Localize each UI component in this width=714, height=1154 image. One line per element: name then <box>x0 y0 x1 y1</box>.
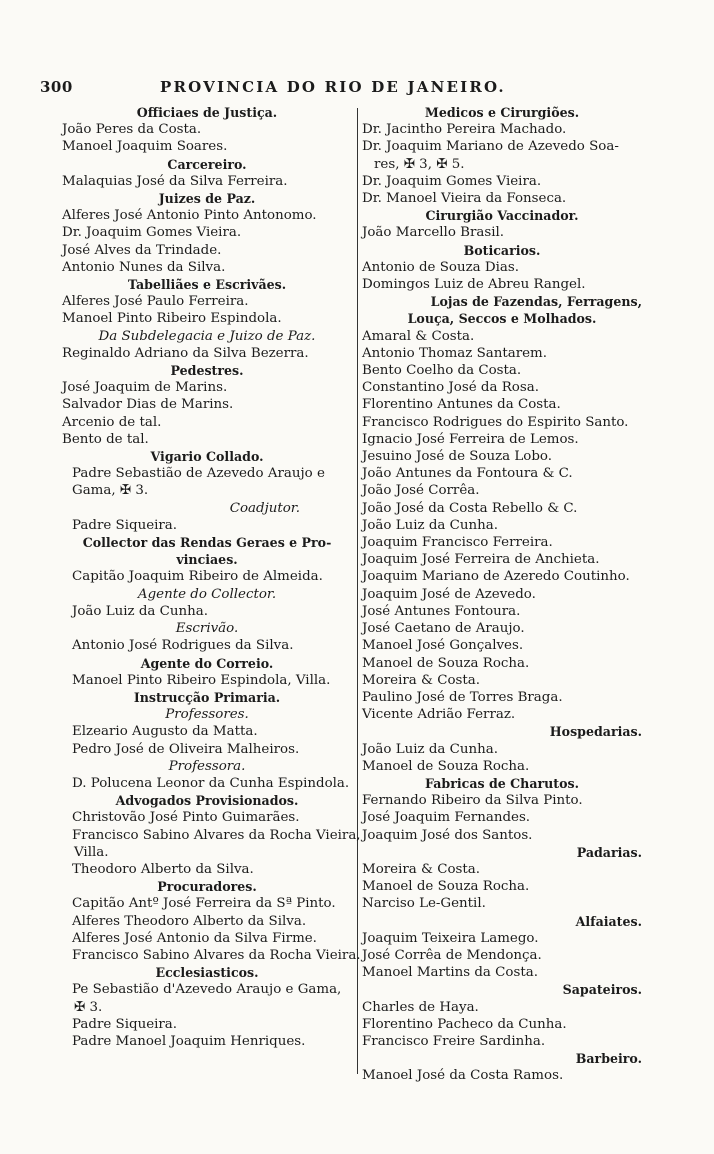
list-item: João José Corrêa. <box>362 483 480 499</box>
list-item: Manoel de Souza Rocha. <box>362 879 530 895</box>
list-item: Manoel Martins da Costa. <box>362 965 538 981</box>
section-heading: Boticarios. <box>463 242 541 258</box>
list-item: res, ✠ 3, ✠ 5. <box>374 156 465 172</box>
section-heading: Padarias. <box>576 844 642 860</box>
list-item: Dr. Joaquim Gomes Vieira. <box>62 225 242 241</box>
list-item: Francisco Freire Sardinha. <box>362 1033 546 1049</box>
list-item: Francisco Sabino Alvares da Rocha Vieira. <box>72 947 361 963</box>
list-item: Gama, ✠ 3. <box>72 483 149 499</box>
section-heading: Instrucção Primaria. <box>133 689 281 705</box>
list-item: Joaquim Mariano de Azeredo Coutinho. <box>362 569 630 585</box>
section-heading: Officiaes de Justiça. <box>136 105 278 120</box>
list-item: Manoel José Gonçalves. <box>362 638 524 654</box>
section-heading: Agente do Correio. <box>140 655 274 671</box>
list-item: Amaral & Costa. <box>362 328 475 344</box>
list-item: Reginaldo Adriano da Silva Bezerra. <box>62 345 309 361</box>
list-item: João Luiz da Cunha. <box>362 741 499 757</box>
list-item: Manoel Pinto Ribeiro Espindola. <box>62 311 282 327</box>
list-item: João José da Costa Rebello & C. <box>362 500 578 516</box>
subheading: Escrivão. <box>175 621 239 637</box>
list-item: João Antunes da Fontoura & C. <box>362 466 573 482</box>
list-item: Padre Siqueira. <box>72 517 178 533</box>
section-heading: Alfaiates. <box>575 913 642 929</box>
list-item: Joaquim Teixeira Lamego. <box>362 930 539 946</box>
list-item: Paulino José de Torres Braga. <box>362 689 563 705</box>
list-item: Villa. <box>74 844 109 860</box>
list-item: Manoel Joaquim Soares. <box>62 139 228 155</box>
list-item: Christovão José Pinto Guimarães. <box>72 810 300 826</box>
list-item: Dr. Manoel Vieira da Fonseca. <box>362 191 567 207</box>
section-heading: Hospedarias. <box>549 724 642 740</box>
page-number: 300 <box>40 78 73 96</box>
list-item: Manoel José da Costa Ramos. <box>362 1068 564 1084</box>
list-item: Florentino Antunes da Costa. <box>362 397 561 413</box>
list-item: Jesuino José de Souza Lobo. <box>362 449 553 465</box>
list-item: Moreira & Costa. <box>362 672 480 688</box>
subheading: Professora. <box>168 758 246 774</box>
list-item: Antonio Thomaz Santarem. <box>362 345 547 361</box>
section-heading: Procuradores. <box>157 879 257 895</box>
list-item: Dr. Jacintho Pereira Machado. <box>362 122 567 138</box>
subheading: Professores. <box>165 707 249 723</box>
list-item: Arcenio de tal. <box>62 414 162 430</box>
list-item: José Corrêa de Mendonça. <box>362 947 542 963</box>
list-item: Dr. Joaquim Gomes Vieira. <box>362 173 542 189</box>
list-item: Malaquias José da Silva Ferreira. <box>62 173 288 189</box>
section-heading: vinciaes. <box>176 552 238 568</box>
running-title: PROVINCIA DO RIO DE JANEIRO. <box>160 78 506 96</box>
section-heading: Medicos e Cirurgiões. <box>424 105 580 120</box>
section-heading: Juizes de Paz. <box>158 191 256 207</box>
list-item: Charles de Haya. <box>362 999 479 1015</box>
list-item: José Joaquim Fernandes. <box>362 810 531 826</box>
list-item: ✠ 3. <box>74 999 103 1015</box>
list-item: José Caetano de Araujo. <box>362 621 525 637</box>
list-item: Theodoro Alberto da Silva. <box>72 861 254 877</box>
list-item: Manoel Pinto Ribeiro Espindola, Villa. <box>72 672 331 688</box>
section-heading: Cirurgião Vaccinador. <box>425 208 579 224</box>
list-item: Constantino José da Rosa. <box>362 380 539 396</box>
section-heading: Louça, Seccos e Molhados. <box>407 311 597 327</box>
list-item: Fernando Ribeiro da Silva Pinto. <box>362 793 583 809</box>
list-item: Antonio José Rodrigues da Silva. <box>72 638 294 654</box>
list-item: Joaquim Francisco Ferreira. <box>362 535 553 551</box>
section-heading: Barbeiro. <box>575 1051 642 1067</box>
section-heading: Fabricas de Charutos. <box>425 775 579 791</box>
list-item: Salvador Dias de Marins. <box>62 397 234 413</box>
list-item: João Peres da Costa. <box>62 122 202 138</box>
list-item: Francisco Rodrigues do Espirito Santo. <box>362 414 629 430</box>
list-item: Ignacio José Ferreira de Lemos. <box>362 431 579 447</box>
section-heading: Ecclesiasticos. <box>155 965 259 981</box>
list-item: Manoel de Souza Rocha. <box>362 655 530 671</box>
list-item: José Antunes Fontoura. <box>362 603 521 619</box>
subheading: Agente do Collector. <box>137 586 277 602</box>
list-item: José Alves da Trindade. <box>62 242 222 258</box>
list-item: Antonio de Souza Dias. <box>362 259 519 275</box>
list-item: Capitão Antº José Ferreira da Sª Pinto. <box>72 896 336 912</box>
right-column <box>362 104 642 1085</box>
list-item: Narciso Le-Gentil. <box>362 896 486 912</box>
subheading: Coadjutor. <box>229 500 300 516</box>
list-item: João Marcello Brasil. <box>362 225 505 241</box>
list-item: Dr. Joaquim Mariano de Azevedo Soa- <box>362 139 619 155</box>
list-item: Alferes José Antonio da Silva Firme. <box>72 930 317 946</box>
list-item: Bento de tal. <box>62 431 149 447</box>
list-item: Alferes Theodoro Alberto da Silva. <box>72 913 307 929</box>
section-heading: Collector das Rendas Geraes e Pro- <box>82 535 332 551</box>
list-item: Capitão Joaquim Ribeiro de Almeida. <box>72 569 323 585</box>
list-item: Bento Coelho da Costa. <box>362 363 522 379</box>
column-divider <box>357 108 358 1074</box>
list-item: Joaquim José Ferreira de Anchieta. <box>362 552 600 568</box>
list-item: Padre Siqueira. <box>72 1016 178 1032</box>
list-item: Elzeario Augusto da Matta. <box>72 724 258 740</box>
list-item: Pedro José de Oliveira Malheiros. <box>72 741 300 757</box>
list-item: Pe Sebastião d'Azevedo Araujo e Gama, <box>72 982 342 998</box>
list-item: Domingos Luiz de Abreu Rangel. <box>362 277 586 293</box>
left-column <box>62 104 361 1050</box>
list-item: Moreira & Costa. <box>362 861 480 877</box>
list-item: Francisco Sabino Alvares da Rocha Vieira, <box>72 827 361 843</box>
section-heading: Carcereiro. <box>167 156 247 172</box>
list-item: Padre Sebastião de Azevedo Araujo e <box>72 466 325 482</box>
section-heading: Sapateiros. <box>562 982 642 998</box>
list-item: Joaquim José de Azevedo. <box>362 586 536 602</box>
list-item: Alferes José Antonio Pinto Antonomo. <box>62 208 317 224</box>
list-item: Alferes José Paulo Ferreira. <box>62 294 249 310</box>
list-item: Joaquim José dos Santos. <box>362 827 533 843</box>
section-heading: Advogados Provisionados. <box>115 793 299 809</box>
list-item: João Luiz da Cunha. <box>72 603 209 619</box>
section-heading: Lojas de Fazendas, Ferragens, <box>430 294 642 310</box>
list-item: D. Polucena Leonor da Cunha Espindola. <box>72 775 350 791</box>
section-heading: Pedestres. <box>170 363 244 379</box>
page-header <box>40 78 680 100</box>
list-item: Manoel de Souza Rocha. <box>362 758 530 774</box>
section-heading: Tabelliães e Escrivães. <box>127 277 287 293</box>
list-item: João Luiz da Cunha. <box>362 517 499 533</box>
list-item: Antonio Nunes da Silva. <box>62 259 226 275</box>
subheading: Da Subdelegacia e Juizo de Paz. <box>98 328 316 344</box>
list-item: José Joaquim de Marins. <box>62 380 228 396</box>
list-item: Florentino Pacheco da Cunha. <box>362 1016 567 1032</box>
section-heading: Vigario Collado. <box>150 449 264 465</box>
list-item: Vicente Adrião Ferraz. <box>362 707 516 723</box>
list-item: Padre Manoel Joaquim Henriques. <box>72 1033 306 1049</box>
